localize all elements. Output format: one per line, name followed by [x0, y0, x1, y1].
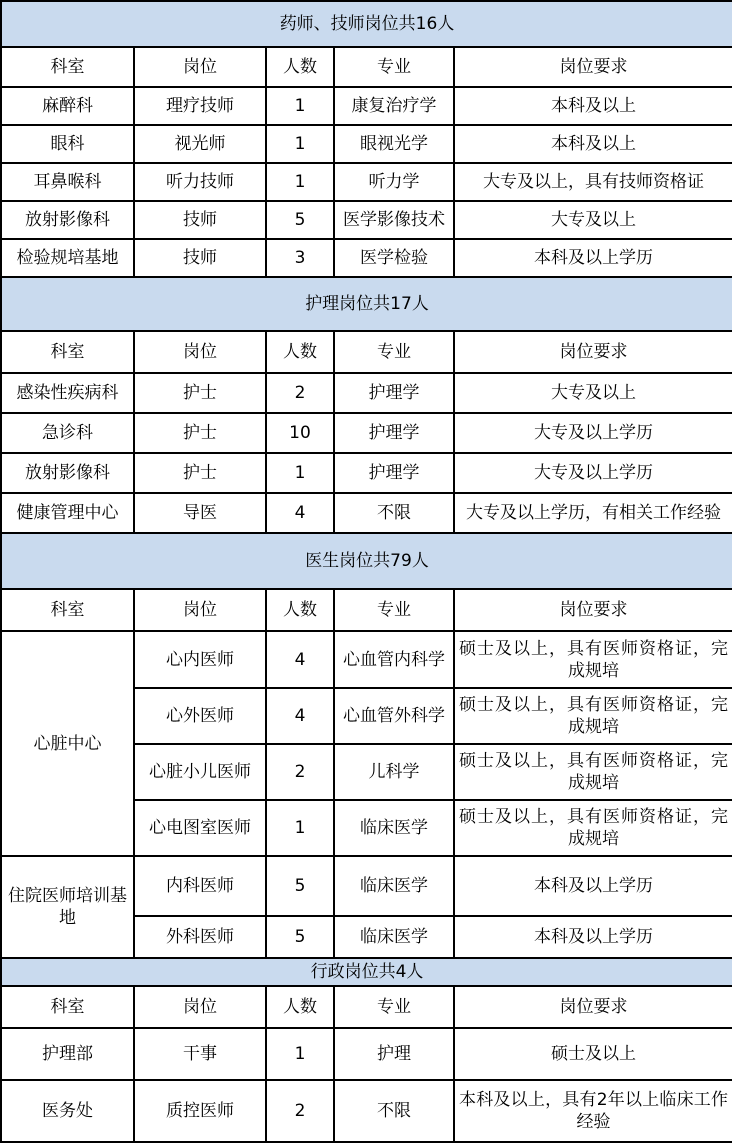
- dept-cell: 住院医师培训基地: [1, 856, 134, 958]
- requirement-cell: 本科及以上，具有2年以上临床工作经验: [454, 1080, 732, 1142]
- requirement-cell: 硕士及以上: [454, 1028, 732, 1080]
- header-dept: 科室: [1, 589, 134, 631]
- requirement-cell: 大专及以上: [454, 373, 732, 413]
- dept-cell: 放射影像科: [1, 453, 134, 493]
- post-cell: 视光师: [134, 125, 266, 163]
- count-cell: 1: [266, 1028, 334, 1080]
- major-cell: 护理学: [334, 373, 454, 413]
- major-cell: 心血管外科学: [334, 688, 454, 744]
- major-cell: 临床医学: [334, 916, 454, 958]
- dept-cell: 麻醉科: [1, 87, 134, 125]
- post-cell: 内科医师: [134, 856, 266, 916]
- header-major: 专业: [334, 331, 454, 373]
- requirement-cell: 大专及以上学历，有相关工作经验: [454, 493, 732, 533]
- dept-cell: 心脏中心: [1, 631, 134, 856]
- post-cell: 心外医师: [134, 688, 266, 744]
- header-row: [1, 47, 732, 87]
- count-cell: 1: [266, 87, 334, 125]
- requirement-cell: 本科及以上学历: [454, 856, 732, 916]
- header-post: 岗位: [134, 986, 266, 1028]
- count-cell: 4: [266, 631, 334, 688]
- post-cell: 技师: [134, 239, 266, 277]
- count-cell: 5: [266, 201, 334, 239]
- header-dept: 科室: [1, 331, 134, 373]
- section-title: 药师、技师岗位共16人: [1, 1, 732, 47]
- table-row: [1, 1028, 732, 1080]
- dept-cell: 感染性疾病科: [1, 373, 134, 413]
- requirement-cell: 硕士及以上，具有医师资格证，完成规培: [454, 688, 732, 744]
- major-cell: 眼视光学: [334, 125, 454, 163]
- section-title-row: [1, 1, 732, 47]
- header-requirement: 岗位要求: [454, 589, 732, 631]
- requirement-cell: 硕士及以上，具有医师资格证，完成规培: [454, 744, 732, 800]
- major-cell: 医学影像技术: [334, 201, 454, 239]
- requirement-cell: 硕士及以上，具有医师资格证，完成规培: [454, 631, 732, 688]
- dept-cell: 急诊科: [1, 413, 134, 453]
- major-cell: 护理学: [334, 453, 454, 493]
- table-row: [1, 373, 732, 413]
- post-cell: 心电图室医师: [134, 800, 266, 856]
- requirement-cell: 硕士及以上，具有医师资格证，完成规培: [454, 800, 732, 856]
- post-cell: 干事: [134, 1028, 266, 1080]
- header-dept: 科室: [1, 986, 134, 1028]
- header-post: 岗位: [134, 589, 266, 631]
- table-row: [1, 87, 732, 125]
- dept-cell: 检验规培基地: [1, 239, 134, 277]
- post-cell: 心内医师: [134, 631, 266, 688]
- section-title-row: [1, 277, 732, 331]
- table-row: [1, 201, 732, 239]
- post-cell: 质控医师: [134, 1080, 266, 1142]
- requirement-cell: 大专及以上学历: [454, 413, 732, 453]
- dept-cell: 医务处: [1, 1080, 134, 1142]
- header-row: [1, 986, 732, 1028]
- post-cell: 护士: [134, 413, 266, 453]
- dept-cell: 眼科: [1, 125, 134, 163]
- major-cell: 心血管内科学: [334, 631, 454, 688]
- count-cell: 2: [266, 373, 334, 413]
- header-requirement: 岗位要求: [454, 47, 732, 87]
- header-requirement: 岗位要求: [454, 331, 732, 373]
- header-count: 人数: [266, 986, 334, 1028]
- major-cell: 临床医学: [334, 856, 454, 916]
- header-dept: 科室: [1, 47, 134, 87]
- section-title: 医生岗位共79人: [1, 533, 732, 589]
- count-cell: 4: [266, 688, 334, 744]
- requirement-cell: 大专及以上，具有技师资格证: [454, 163, 732, 201]
- section-title: 行政岗位共4人: [1, 958, 732, 986]
- header-major: 专业: [334, 589, 454, 631]
- post-cell: 听力技师: [134, 163, 266, 201]
- post-cell: 理疗技师: [134, 87, 266, 125]
- table-row: [1, 163, 732, 201]
- header-post: 岗位: [134, 47, 266, 87]
- major-cell: 康复治疗学: [334, 87, 454, 125]
- header-requirement: 岗位要求: [454, 986, 732, 1028]
- count-cell: 1: [266, 163, 334, 201]
- count-cell: 10: [266, 413, 334, 453]
- count-cell: 3: [266, 239, 334, 277]
- count-cell: 1: [266, 453, 334, 493]
- post-cell: 护士: [134, 373, 266, 413]
- header-major: 专业: [334, 47, 454, 87]
- post-cell: 心脏小儿医师: [134, 744, 266, 800]
- table-row: [1, 493, 732, 533]
- post-cell: 技师: [134, 201, 266, 239]
- count-cell: 2: [266, 1080, 334, 1142]
- header-row: [1, 589, 732, 631]
- table-row: [1, 856, 732, 916]
- table-row: [1, 239, 732, 277]
- dept-cell: 护理部: [1, 1028, 134, 1080]
- major-cell: 临床医学: [334, 800, 454, 856]
- table-row: [1, 1080, 732, 1142]
- header-count: 人数: [266, 47, 334, 87]
- count-cell: 5: [266, 916, 334, 958]
- section-title-row: [1, 958, 732, 986]
- requirement-cell: 大专及以上学历: [454, 453, 732, 493]
- major-cell: 护理: [334, 1028, 454, 1080]
- header-post: 岗位: [134, 331, 266, 373]
- table-row: [1, 453, 732, 493]
- major-cell: 儿科学: [334, 744, 454, 800]
- header-count: 人数: [266, 331, 334, 373]
- post-cell: 护士: [134, 453, 266, 493]
- major-cell: 护理学: [334, 413, 454, 453]
- table-row: [1, 125, 732, 163]
- requirement-cell: 本科及以上: [454, 87, 732, 125]
- header-major: 专业: [334, 986, 454, 1028]
- major-cell: 听力学: [334, 163, 454, 201]
- count-cell: 4: [266, 493, 334, 533]
- post-cell: 外科医师: [134, 916, 266, 958]
- table-row: [1, 413, 732, 453]
- section-title: 护理岗位共17人: [1, 277, 732, 331]
- major-cell: 不限: [334, 1080, 454, 1142]
- dept-cell: 健康管理中心: [1, 493, 134, 533]
- dept-cell: 放射影像科: [1, 201, 134, 239]
- major-cell: 医学检验: [334, 239, 454, 277]
- header-count: 人数: [266, 589, 334, 631]
- table-row: [1, 631, 732, 688]
- requirement-cell: 大专及以上: [454, 201, 732, 239]
- count-cell: 1: [266, 125, 334, 163]
- major-cell: 不限: [334, 493, 454, 533]
- count-cell: 2: [266, 744, 334, 800]
- requirement-cell: 本科及以上: [454, 125, 732, 163]
- dept-cell: 耳鼻喉科: [1, 163, 134, 201]
- section-title-row: [1, 533, 732, 589]
- post-cell: 导医: [134, 493, 266, 533]
- count-cell: 5: [266, 856, 334, 916]
- header-row: [1, 331, 732, 373]
- count-cell: 1: [266, 800, 334, 856]
- requirement-cell: 本科及以上学历: [454, 239, 732, 277]
- requirement-cell: 本科及以上学历: [454, 916, 732, 958]
